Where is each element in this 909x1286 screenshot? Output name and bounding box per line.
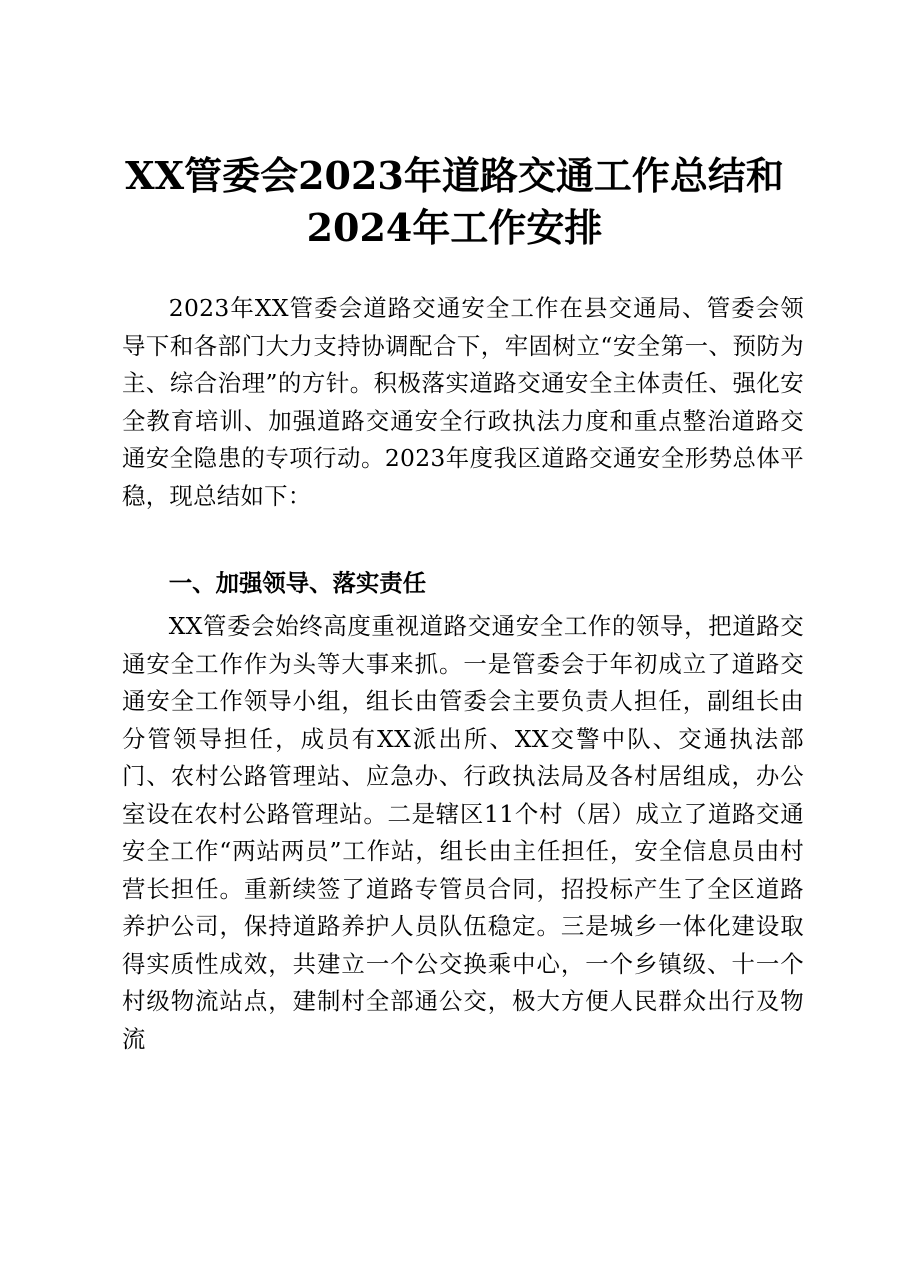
intro-paragraph: 2023年XX管委会道路交通安全工作在县交通局、管委会领导下和各部门大力支持协调配合下，牢固树立“安全第一、预防为主、综合治理”的方针。积极落实道路交通安全主体责任、强化安全教育培训、加强道路交通安全行政执法力度和重点整治道路交通安全隐患的专项行动。2023年度我区道路交通安全形势总体平稳，现总结如下： [122, 294, 804, 510]
document-title: XX管委会2023年道路交通工作总结和2024年工作安排 [125, 153, 784, 250]
section-paragraph: XX管委会始终高度重视道路交通安全工作的领导，把道路交通安全工作作为头等大事来抓。一是管委会于年初成立了道路交通安全工作领导小组，组长由管委会主要负责人担任，副组长由分管领导担任，成员有XX派出所、XX交警中队、交通执法部门、农村公路管理站、应急办、行政执法局及各村居组成，办公室设在农村公路管理站。二是辖区11个村（居）成立了道路交通安全工作“两站两员”工作站，组长由主任担任，安全信息员由村营长担任。重新续签了道路专管员合同，招投标产生了全区道路养护公司，保持道路养护人员队伍稳定。三是城乡一体化建设取得实质性成效，共建立一个公交换乘中心，一个乡镇级、十一个村级物流站点，建制村全部通公交，极大方便人民群众出行及物流 [122, 612, 804, 1053]
section-heading: 一、加强领导、落实责任 [168, 569, 427, 597]
